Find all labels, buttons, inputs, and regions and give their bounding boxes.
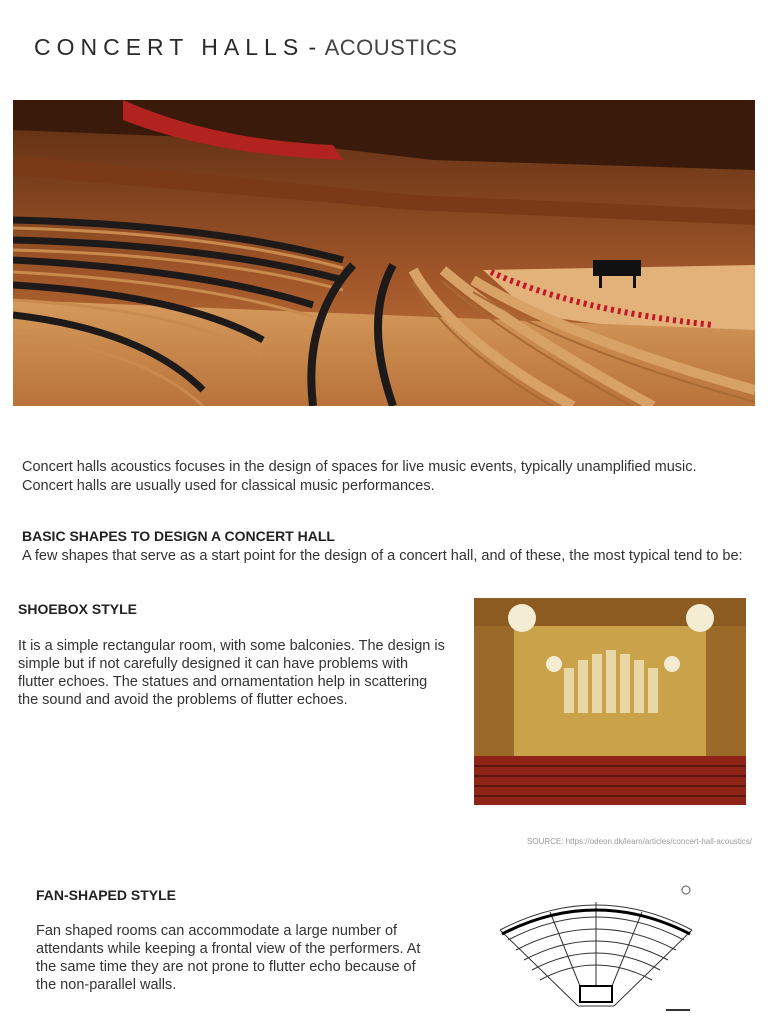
page-title — [34, 34, 457, 61]
basic-shapes-heading: BASIC SHAPES TO DESIGN A CONCERT HALL — [22, 528, 335, 544]
title-separator: - — [308, 34, 317, 60]
concert-hall-photo — [13, 100, 755, 406]
fan-heading: FAN-SHAPED STYLE — [36, 887, 177, 903]
basic-shapes-text: A few shapes that serve as a start point for the design of a concert hall, and of these, the most typical tend to be: — [22, 548, 743, 564]
shoebox-heading: SHOEBOX STYLE — [18, 601, 138, 617]
title-main: CONCERT HALLS — [34, 34, 305, 60]
shoebox-hall-photo — [474, 598, 746, 805]
intro-paragraph: Concert halls acoustics focuses in the design of spaces for live music events, typically unamplified music. Concert halls are usually used for classical music performances. — [22, 459, 697, 494]
fan-text: Fan shaped rooms can accommodate a large number of attendants while keeping a frontal view of the performers. At the same time they are not prone to flutter echo because of the non-parallel walls. — [36, 923, 421, 993]
shoebox-text: It is a simple rectangular room, with some balconies. The design is simple but if not carefully designed it can have problems with flutter echoes. The statues and ornamentation help in scattering the sound and avoid the problems of flutter echoes. — [18, 638, 445, 708]
title-sub: ACOUSTICS — [324, 35, 458, 60]
fan-shaped-plan-drawing — [490, 882, 702, 1018]
source-caption: SOURCE: https://odeon.dk/learn/articles/concert-hall-acoustics/ — [527, 837, 752, 846]
